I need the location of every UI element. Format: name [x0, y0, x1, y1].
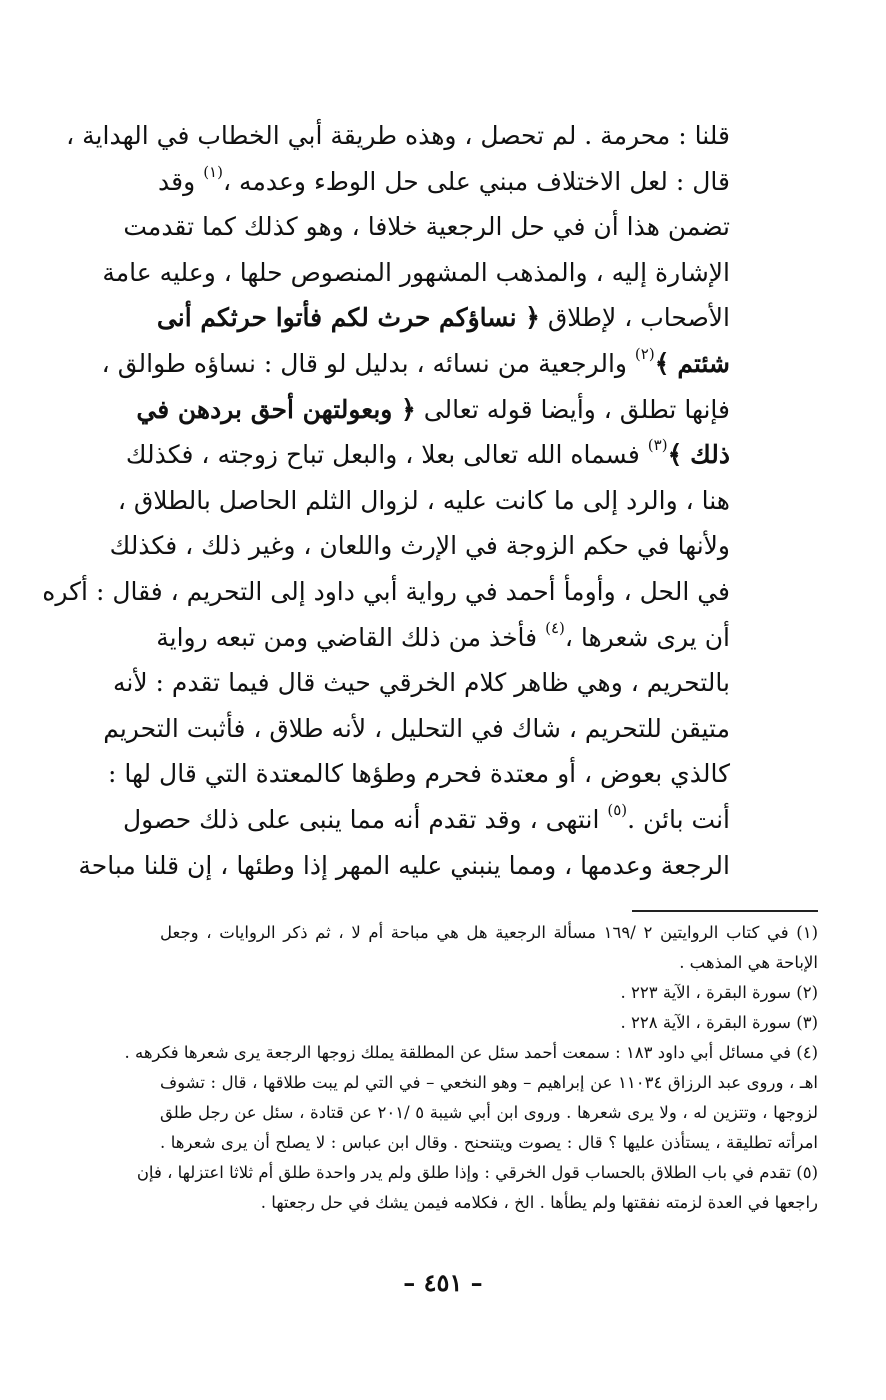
- footnote-line: (٣) سورة البقرة ، الآية ٢٢٨ .: [620, 1013, 818, 1032]
- quran-quote-bracket: ﴾: [654, 348, 670, 378]
- footnote-line: (١) في كتاب الروايتين ٢ /١٦٩ مسألة الرجعية هل هي مباحة أم لا ، ثم ذكر الروايات ، وجعل: [160, 923, 818, 942]
- text-fragment: انتهى ، وقد تقدم أنه مما ينبى على ذلك حصول: [122, 804, 600, 834]
- quran-quote: ﴿ نساؤكم حرث لكم فأتوا حرثكم أنى: [156, 303, 540, 333]
- text-line: [122, 797, 730, 843]
- text-line: تضمن هذا أن في حل الرجعية خلافا ، وهو كذلك كما تقدمت: [123, 212, 730, 242]
- footnote-line: الإباحة هي المذهب .: [679, 953, 818, 972]
- quran-quote: ذلك: [690, 440, 730, 470]
- text-fragment: والرجعية من نسائه ، بدليل لو قال : نساؤه طوالق ،: [101, 348, 627, 378]
- text-line: الرجعة وعدمها ، ومما ينبني عليه المهر إذا وطئها ، إن قلنا مباحة: [78, 850, 730, 880]
- text-line: [101, 341, 730, 387]
- text-line: [136, 387, 730, 433]
- text-line: متيقن للتحريم ، شاك في التحليل ، لأنه طلاق ، فأثبت التحريم: [103, 713, 730, 743]
- footnotes-block: [124, 918, 818, 1218]
- text-fragment: قال : لعل الاختلاف مبني على حل الوطء وعدمه ،: [222, 166, 730, 196]
- footnote-separator: [632, 910, 818, 912]
- footnote-mark: (٢): [634, 344, 655, 363]
- text-fragment: أن يرى شعرها ،: [564, 622, 730, 652]
- text-line: هنا ، والرد إلى ما كانت عليه ، لزوال الثلم الحاصل بالطلاق ،: [117, 485, 730, 515]
- quran-quote: شئتم: [677, 348, 730, 378]
- quran-quote: ﴿ وبعولتهن أحق بردهن في: [136, 394, 416, 424]
- page-number: – ٤٥١ –: [403, 1268, 483, 1297]
- footnote-mark: (٥): [607, 800, 628, 819]
- text-line: في الحل ، وأومأ أحمد في رواية أبي داود إلى التحريم ، فقال : أكره: [42, 576, 730, 606]
- text-line: ولأنها في حكم الزوجة في الإرث واللعان ، وغير ذلك ، فكذلك: [109, 531, 730, 561]
- footnote-line: (٤) في مسائل أبي داود ١٨٣ : سمعت أحمد سئل عن المطلقة يملك زوجها الرجعة يرى شعرها فكرهه .: [124, 1043, 818, 1062]
- footnote-line: امرأته تطليقة ، يستأذن عليها ؟ قال : يصوت ويتنحنح . وقال ابن عباس : لا يصلح أن يرى شعرها .: [160, 1133, 818, 1152]
- text-line: [158, 159, 730, 205]
- text-line: كالذي بعوض ، أو معتدة فحرم وطؤها كالمعتدة التي قال لها :: [107, 759, 730, 789]
- text-fragment: فإنها تطلق ، وأيضا قوله تعالى: [423, 394, 730, 424]
- text-line: الإشارة إليه ، والمذهب المشهور المنصوص حلها ، وعليه عامة: [102, 257, 730, 287]
- text-fragment: فأخذ من ذلك القاضي ومن تبعه رواية: [156, 622, 538, 652]
- text-line: قلنا : محرمة . لم تحصل ، وهذه طريقة أبي الخطاب في الهداية ،: [66, 121, 730, 150]
- text-line: [158, 615, 730, 661]
- footnote-mark: (١): [203, 162, 223, 181]
- text-line: [125, 432, 730, 478]
- footnote-line: اهـ ، وروى عبد الرزاق ١١٠٣٤ عن إبراهيم – وهو النخعي – في التي لم يبت طلاقها ، قال : تشوف: [160, 1073, 818, 1092]
- main-text-block: [42, 113, 730, 888]
- text-fragment: الأصحاب ، لإطلاق: [547, 303, 730, 333]
- text-line: بالتحريم ، وهي ظاهر كلام الخرقي حيث قال فيما تقدم : لأنه: [112, 668, 730, 698]
- text-fragment: فسماه الله تعالى بعلا ، والبعل تباح زوجته ، فكذلك: [125, 440, 640, 470]
- footnote-mark: (٤): [545, 618, 565, 637]
- footnote-line: راجعها في العدة لزمته نفقتها ولم يطأها . الخ ، فكلامه فيمن يشك في حل رجعتها .: [260, 1193, 818, 1212]
- footnote-mark: (٣): [647, 436, 668, 455]
- text-fragment: أنت بائن .: [627, 804, 730, 834]
- footnote-line: لزوجها ، وتتزين له ، ولا يرى شعرها . وروى ابن أبي شيبة ٥ /٢٠١ عن قتادة ، سئل عن رجل طلق: [160, 1103, 818, 1122]
- text-fragment: وقد: [158, 166, 196, 196]
- footnote-line: (٥) تقدم في باب الطلاق بالحساب قول الخرقي : وإذا طلق ولم يدر واحدة طلق أم ثلاثا اعتزلها ، فإن: [136, 1163, 818, 1182]
- footnote-line: (٢) سورة البقرة ، الآية ٢٢٣ .: [620, 983, 818, 1002]
- quran-quote-bracket: ﴾: [667, 440, 683, 470]
- text-line: [158, 295, 730, 341]
